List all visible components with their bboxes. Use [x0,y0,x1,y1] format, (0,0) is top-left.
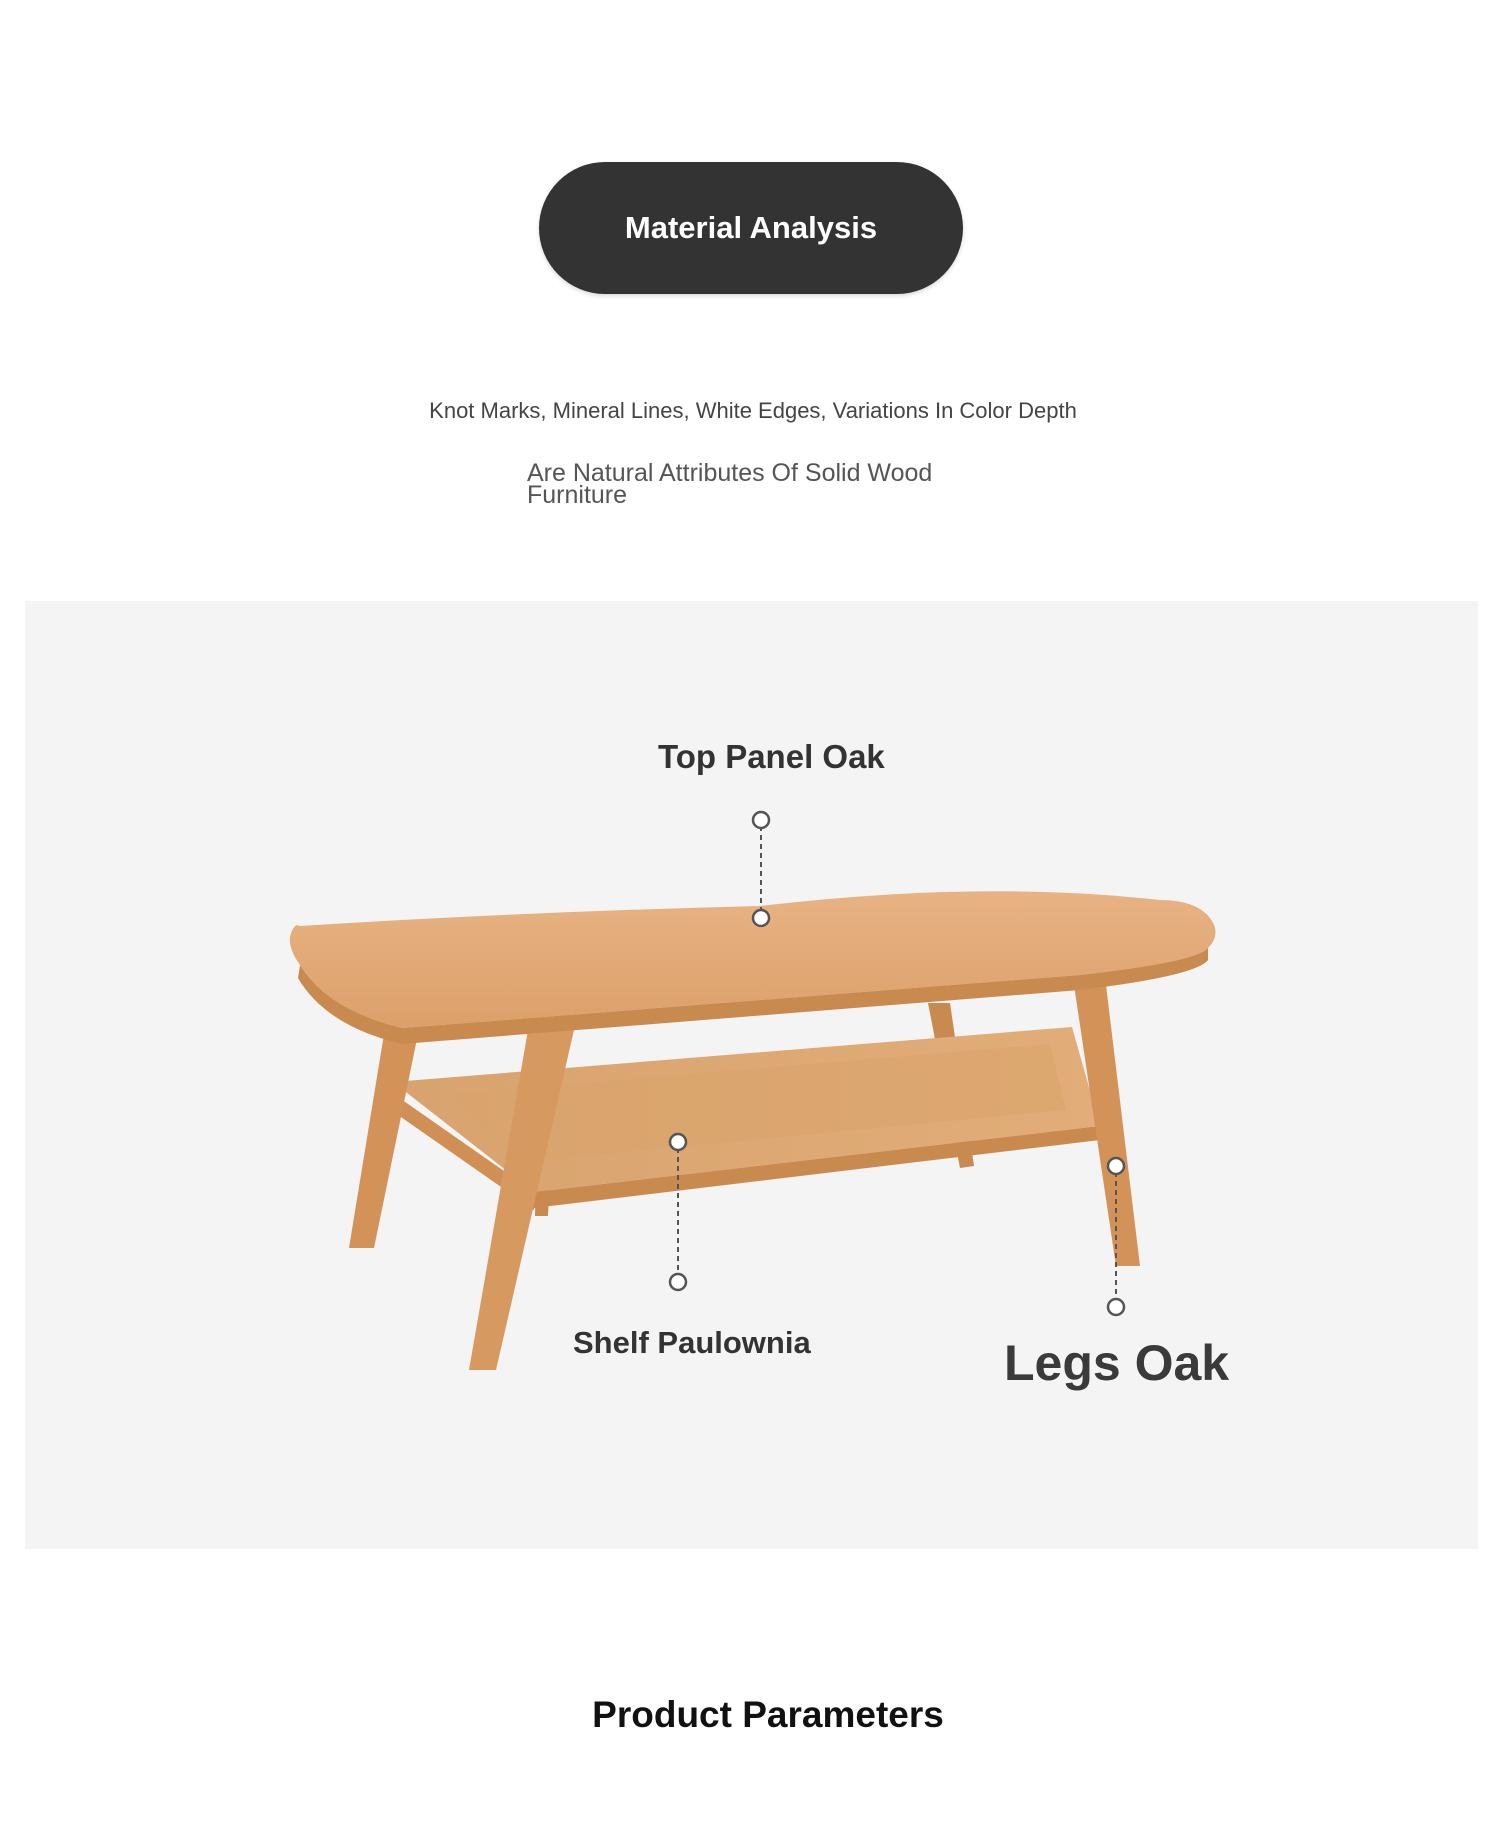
label-top-panel: Top Panel Oak [658,738,885,775]
callout-dot [1108,1299,1124,1315]
product-parameters-heading: Product Parameters [592,1694,944,1735]
front-leg-left [349,1034,418,1248]
intro-line-2: Are Natural Attributes Of Solid Wood Furniture [527,459,933,509]
label-legs: Legs Oak [1004,1335,1230,1391]
intro-line-1: Knot Marks, Mineral Lines, White Edges, Variations In Color Depth [429,398,1077,423]
callout-dot [670,1134,686,1150]
callout-dot [670,1274,686,1290]
callout-dot [1108,1158,1124,1174]
callout-dot [753,910,769,926]
badge-label: Material Analysis [624,210,878,245]
label-shelf: Shelf Paulownia [573,1325,811,1360]
callout-dot [753,812,769,828]
